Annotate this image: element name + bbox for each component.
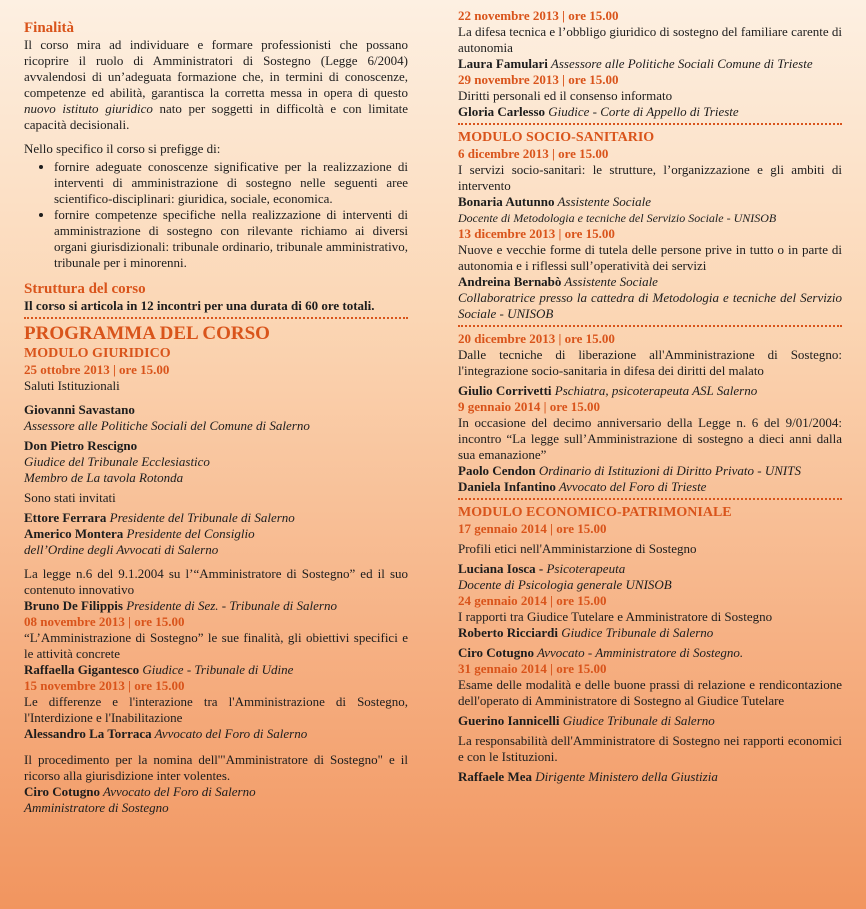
speaker-line [24, 662, 408, 678]
speaker-role: Membro de La tavola Rotonda [24, 470, 184, 485]
session-topic: Esame delle modalità e delle buone prassi di relazione e rendicontazione dell'operato di Amministratore di Sostegno al Giudice Tutelare [458, 677, 842, 708]
session-date: 13 dicembre 2013 | ore 15.00 [458, 226, 615, 241]
speaker-role: Presidente del Consiglio [123, 526, 255, 541]
speaker-line [458, 479, 842, 495]
session-topic: Diritti personali ed il consenso informato [458, 88, 673, 103]
session-topic: Il procedimento per la nomina dell'"Amministratore di Sostegno" e il ricorso alla giurisdizione inter volentes. [24, 752, 408, 783]
dotted-divider [458, 498, 842, 500]
speaker-line [458, 645, 842, 661]
session-topic: La difesa tecnica e l’obbligo giuridico di sostegno del familiare carente di autonomia [458, 24, 842, 55]
left-column [24, 20, 408, 816]
session-date: 24 gennaio 2014 | ore 15.00 [458, 593, 607, 608]
specifico-text: Nello specifico il corso si prefigge di: [24, 141, 221, 156]
speaker-name: Paolo Cendon [458, 463, 536, 478]
objective-item: • fornire competenze specifiche nella realizzazione di interventi di amministrazione di sostegno con rilevante richiamo ai diversi organi giurisdizionali: tribunale ordinario, tribunale amministrativo, tribunale per i minorenni. [54, 207, 408, 271]
speaker-role: Giudice del Tribunale Ecclesiastico [24, 454, 210, 469]
speaker-name: Gloria Carlesso [458, 104, 546, 119]
speaker-name: Americo Montera [24, 526, 124, 541]
session-topic: Profili etici nell'Amministarzione di Sostegno [458, 541, 697, 556]
speaker-name: Luciana Iosca - [458, 561, 544, 576]
finalita-text-italic: nuovo istituto giuridico [24, 101, 153, 116]
speaker-line [458, 463, 842, 479]
session-topic: La responsabilità dell'Amministratore di Sostegno nei rapporti economici e con le Istituzioni. [458, 733, 842, 764]
speaker-role: Giudice Tribunale di Salerno [559, 713, 715, 728]
speaker-role: Avvocato del Foro di Salerno [99, 784, 256, 799]
saluti-text: Saluti Istituzionali [24, 378, 120, 393]
right-column [458, 8, 842, 785]
speaker-role: Avvocato del Foro di Trieste [555, 479, 707, 494]
speaker-name: Ciro Cotugno [458, 645, 534, 660]
objective-item: • fornire adeguate conoscenze significative per la realizzazione di interventi di amministrazione di sostegno nelle seguenti aree scientifico-disciplinari: giuridica, sociale, economica. [54, 159, 408, 207]
session-topic: I servizi socio-sanitari: le strutture, l’organizzazione e gli ambiti di intervento [458, 162, 842, 193]
speaker-name: Andreina Bernabò [458, 274, 562, 289]
speaker-name: Ciro Cotugno [24, 784, 100, 799]
dotted-divider [458, 325, 842, 327]
speaker-line [24, 784, 408, 800]
speaker-line [24, 598, 408, 614]
speaker-name: Don Pietro Rescigno [24, 438, 138, 453]
speaker-line [458, 194, 842, 210]
speaker-name: Giovanni Savastano [24, 402, 135, 417]
speaker-role: Assistente Sociale [554, 194, 651, 209]
speaker-line [458, 383, 842, 399]
speaker-role: Assistente Sociale [561, 274, 658, 289]
speaker-name: Raffaella Gigantesco [24, 662, 140, 677]
speaker-role: Amministratore di Sostegno [24, 800, 169, 815]
session-topic: Nuove e vecchie forme di tutela delle persone prive in tutto o in parte di autonomia e i riflessi sull’operatività dei servizi [458, 242, 842, 273]
session-topic: I rapporti tra Giudice Tutelare e Amministratore di Sostegno [458, 609, 773, 624]
speaker-line [24, 726, 408, 742]
session-date: 29 novembre 2013 | ore 15.00 [458, 72, 619, 87]
speaker-name: Alessandro La Torraca [24, 726, 152, 741]
session-topic: In occasione del decimo anniversario della Legge n. 6 del 9/01/2004: incontro “La legge sull’Amministrazione di sostegno a dieci anni dalla sua emanazione” [458, 415, 842, 462]
speaker-role: Assessore alle Politiche Sociali Comune di Trieste [547, 56, 813, 71]
speaker-line [458, 274, 842, 290]
dotted-divider [24, 317, 408, 319]
session-topic: Le differenze e l'interazione tra l'Amministrazione di Sostegno, l'Interdizione e l'Inabilitazione [24, 694, 408, 725]
objectives-list [24, 159, 408, 271]
finalita-text-a: Il corso mira ad individuare e formare professionisti che possano ricoprire il ruolo di Amministratori di Sostegno (Legge 6/2004) avvalendosi di un’adeguata formazione che, in termini di conoscenze, competenze ed abilità, garantisca la corretta messa in opera di questo [24, 37, 408, 100]
speaker-line [24, 510, 408, 526]
speaker-name: Bonaria Autunno [458, 194, 555, 209]
session-date: 31 gennaio 2014 | ore 15.00 [458, 661, 607, 676]
speaker-role: Docente di Metodologia e tecniche del Servizio Sociale - UNISOB [458, 211, 777, 225]
speaker-role: Ordinario di Istituzioni di Diritto Privato - UNITS [535, 463, 801, 478]
speaker-name: Roberto Ricciardi [458, 625, 559, 640]
speaker-role: Presidente di Sez. - Tribunale di Salerno [122, 598, 337, 613]
speaker-name: Ettore Ferrara [24, 510, 107, 525]
finalita-title: Finalità [24, 20, 75, 36]
speaker-role: Assessore alle Politiche Sociali del Comune di Salerno [24, 418, 310, 433]
session-date: 25 ottobre 2013 | ore 15.00 [24, 362, 170, 377]
speaker-role: Dirigente Ministero della Giustizia [532, 769, 718, 784]
session-date: 15 novembre 2013 | ore 15.00 [24, 678, 185, 693]
session-date: 08 novembre 2013 | ore 15.00 [24, 614, 185, 629]
speaker-line [458, 56, 842, 72]
speaker-role: Collaboratrice presso la cattedra di Metodologia e tecniche del Servizio Sociale - UNISOB [458, 290, 842, 321]
modulo-giuridico-title: MODULO GIURIDICO [24, 346, 171, 361]
struttura-title: Struttura del corso [24, 281, 146, 297]
speaker-role: Giudice - Corte di Appello di Trieste [545, 104, 739, 119]
session-topic: Dalle tecniche di liberazione all'Amministrazione di Sostegno: l'integrazione socio-sanitaria in difesa dei diritti del malato [458, 347, 842, 378]
speaker-role: Giudice - Tribunale di Udine [139, 662, 294, 677]
speaker-line [458, 561, 842, 577]
speaker-role: dell’Ordine degli Avvocati di Salerno [24, 542, 219, 557]
speaker-role: Avvocato - Amministratore di Sostegno. [533, 645, 744, 660]
finalita-paragraph [24, 37, 408, 133]
modulo-socio-title: MODULO SOCIO-SANITARIO [458, 130, 655, 145]
speaker-line [458, 713, 842, 729]
speaker-line [458, 769, 842, 785]
struttura-text: Il corso si articola in 12 incontri per una durata di 60 ore totali. [24, 298, 375, 313]
speaker-line [458, 625, 842, 641]
speaker-line [24, 526, 408, 542]
speaker-role: Giudice Tribunale di Salerno [558, 625, 714, 640]
session-topic: La legge n.6 del 9.1.2004 su l’“Amministratore di Sostegno” ed il suo contenuto innovativo [24, 566, 408, 597]
speaker-role: Psicoterapeuta [543, 561, 626, 576]
session-topic: “L’Amministrazione di Sostegno” le sue finalità, gli obiettivi specifici e le attività concrete [24, 630, 408, 661]
modulo-econ-title: MODULO ECONOMICO-PATRIMONIALE [458, 505, 732, 520]
speaker-name: Giulio Corrivetti [458, 383, 552, 398]
dotted-divider [458, 123, 842, 125]
speaker-line [458, 104, 842, 120]
session-date: 22 novembre 2013 | ore 15.00 [458, 8, 619, 23]
speaker-name: Bruno De Filippis [24, 598, 123, 613]
speaker-name: Laura Famulari [458, 56, 548, 71]
finalita-text-b: nato per soggetti in difficoltà e con limitate capacità decisionali. [24, 101, 408, 132]
speaker-name: Raffaele Mea [458, 769, 532, 784]
speaker-role: Pschiatra, psicoterapeuta ASL Salerno [551, 383, 758, 398]
session-date: 9 gennaio 2014 | ore 15.00 [458, 399, 601, 414]
speaker-role: Avvocato del Foro di Salerno [151, 726, 308, 741]
speaker-role: Presidente del Tribunale di Salerno [106, 510, 295, 525]
session-date: 6 dicembre 2013 | ore 15.00 [458, 146, 609, 161]
session-date: 17 gennaio 2014 | ore 15.00 [458, 521, 607, 536]
invitati-text: Sono stati invitati [24, 490, 116, 505]
speaker-name: Guerino Iannicelli [458, 713, 560, 728]
speaker-role: Docente di Psicologia generale UNISOB [458, 577, 672, 592]
programma-title: PROGRAMMA DEL CORSO [24, 323, 270, 344]
session-date: 20 dicembre 2013 | ore 15.00 [458, 331, 615, 346]
speaker-name: Daniela Infantino [458, 479, 556, 494]
